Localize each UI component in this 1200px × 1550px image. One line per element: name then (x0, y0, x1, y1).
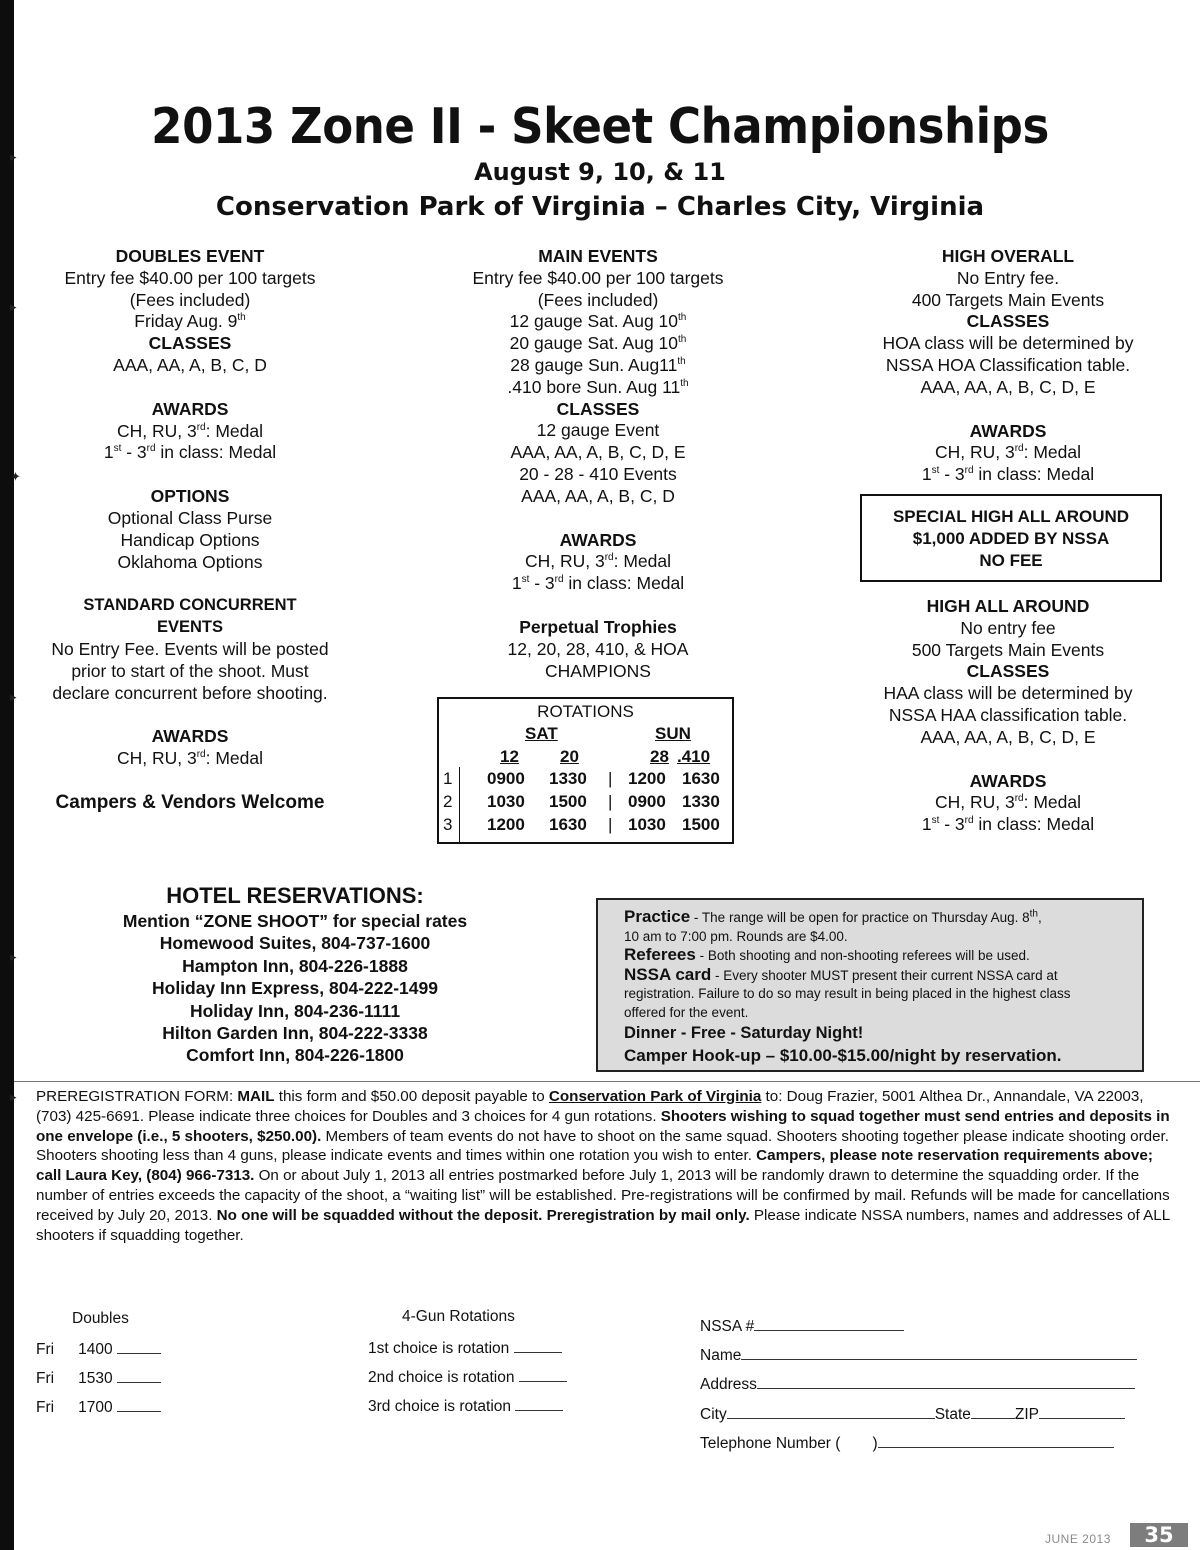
nssa-card-note-2: registration. Failure to do so may result in being placed in the highest class (624, 986, 1071, 1001)
concurrent-text: prior to start of the shoot. Must (71, 660, 309, 681)
doubles-award-1: CH, RU, 3rd: Medal (116, 420, 264, 441)
perpetual-heading: Perpetual Trophies (519, 616, 677, 637)
rotation-cell: 1030 (628, 815, 666, 834)
city-state-zip-field[interactable]: City State ZIP (700, 1404, 1125, 1424)
rotations-sun: SUN (655, 724, 691, 743)
haa-awards-heading: AWARDS (969, 770, 1047, 791)
nssa-card-note: NSSA card - Every shooter MUST present their current NSSA card at (624, 964, 1058, 984)
scan-mark: ▸ (10, 690, 17, 705)
concurrent-awards-heading: AWARDS (151, 726, 229, 747)
scan-mark: ▸ (10, 1090, 17, 1105)
rotation-cell: 1200 (628, 769, 666, 788)
high-all-around-column (856, 596, 1160, 836)
hotel-item: Comfort Inn, 804-226-1800 (186, 1045, 404, 1066)
main-events-fee: Entry fee $40.00 per 100 targets (472, 267, 724, 288)
telephone-blank[interactable] (878, 1433, 1114, 1448)
footer-issue-month: JUNE 2013 (1045, 1532, 1111, 1546)
doubles-choice-blank[interactable] (117, 1397, 161, 1412)
scan-mark: ✦ (10, 470, 21, 485)
option-item: Optional Class Purse (107, 507, 273, 528)
main-class-line: 20 - 28 - 410 Events (519, 463, 677, 484)
doubles-choice-blank[interactable] (117, 1339, 161, 1354)
rotation-choice-blank[interactable] (519, 1367, 567, 1382)
nssa-card-note-3: offered for the event. (624, 1004, 749, 1020)
event-dates: August 9, 10, & 11 (474, 158, 726, 186)
rotation-choice-blank[interactable] (514, 1338, 562, 1353)
rotation-cell: 0900 (628, 792, 666, 811)
rotation-number: 2 (443, 792, 453, 811)
high-overall-line: No Entry fee. (956, 267, 1060, 288)
rotations-col-410: .410 (677, 747, 711, 766)
rotations-col-28: 28 (650, 747, 669, 766)
doubles-column (40, 246, 340, 770)
perpetual-line: 12, 20, 28, 410, & HOA (507, 638, 689, 659)
scan-mark: ▸ (10, 300, 17, 315)
section-divider (14, 1081, 1200, 1082)
rotation-choice-blank[interactable] (515, 1396, 563, 1411)
main-events-column (448, 246, 748, 682)
special-line: $1,000 ADDED BY NSSA (912, 529, 1110, 548)
hotel-item: Hampton Inn, 804-226-1888 (182, 955, 408, 976)
rotation-number: 3 (443, 815, 453, 834)
concurrent-heading-2: EVENTS (156, 618, 224, 637)
main-award-2: 1st - 3rd in class: Medal (511, 573, 685, 594)
doubles-fee: Entry fee $40.00 per 100 targets (64, 267, 316, 288)
haa-classes-heading: CLASSES (966, 661, 1050, 682)
main-event-item: 20 gauge Sat. Aug 10th (509, 333, 687, 354)
rotation-choice-row[interactable]: 1st choice is rotation (368, 1338, 562, 1358)
rotation-separator: | (608, 769, 613, 788)
high-overall-column (856, 246, 1160, 486)
concurrent-heading: STANDARD CONCURRENT (83, 596, 297, 615)
main-events-heading: MAIN EVENTS (538, 246, 658, 266)
address-blank[interactable] (757, 1374, 1135, 1389)
rotation-separator: | (608, 815, 613, 834)
main-event-item: 28 gauge Sun. Aug11th (510, 354, 686, 375)
scan-edge-bar (0, 0, 14, 1550)
rotation-choice-row[interactable]: 3rd choice is rotation (368, 1396, 563, 1416)
scan-mark: ▸ (10, 150, 17, 165)
rotation-cell: 1630 (549, 815, 587, 834)
practice-note-2: 10 am to 7:00 pm. Rounds are $4.00. (624, 928, 848, 944)
zip-blank[interactable] (1039, 1404, 1125, 1419)
rotation-cell: 1200 (487, 815, 525, 834)
practice-note: Practice - The range will be open for practice on Thursday Aug. 8th, (624, 907, 1042, 926)
high-overall-heading: HIGH OVERALL (941, 246, 1075, 266)
haa-award-2: 1st - 3rd in class: Medal (921, 814, 1095, 835)
rotation-cell: 1030 (487, 792, 525, 811)
high-overall-line: 400 Targets Main Events (911, 289, 1105, 310)
nssa-number-blank[interactable] (754, 1316, 904, 1331)
doubles-form-heading: Doubles (72, 1310, 129, 1327)
rotations-sat: SAT (525, 724, 558, 743)
camper-note: Camper Hook-up – $10.00-$15.00/night by reservation. (624, 1046, 1062, 1065)
rotation-choice-row[interactable]: 2nd choice is rotation (368, 1367, 567, 1387)
high-overall-awards-heading: AWARDS (969, 420, 1047, 441)
main-awards-heading: AWARDS (559, 529, 637, 550)
city-blank[interactable] (727, 1404, 935, 1419)
hotel-item: Hilton Garden Inn, 804-222-3338 (162, 1023, 428, 1044)
name-field[interactable]: Name (700, 1345, 1137, 1365)
options-heading: OPTIONS (150, 486, 230, 507)
doubles-choice-row[interactable]: Fri 1400 (36, 1339, 161, 1359)
hotel-item: Holiday Inn Express, 804-222-1499 (152, 978, 438, 999)
doubles-date-sup: th (237, 312, 246, 324)
haa-class-line: NSSA HAA classification table. (888, 704, 1128, 725)
referees-note: Referees - Both shooting and non-shooting referees will be used. (624, 945, 1030, 964)
doubles-choice-row[interactable]: Fri 1700 (36, 1397, 161, 1417)
doubles-award-2: 1st - 3rd in class: Medal (103, 442, 277, 463)
preregistration-text: PREREGISTRATION FORM: MAIL this form and $50.00 deposit payable to Conservation Park of Virginia to: Doug Frazier, 5001 Althea Dr., Annandale, VA 22003, (703) 425-6691. Please indicate three choices for Doubles and 3 choices for 4 gun rotations. Shooters wishing to squad together must send entries and deposits in one envelope (i.e., 5 shooters, $250.00). Members of team events do not have to shoot on the same squad. Shooters shooting together please indicate shooting order. Shooters shooting less than 4 guns, please indicate events and times within one rotation you wish to enter. Campers, please note reservation requirements above; call Laura Key, (804) 966-7313. On or about July 1, 2013 all entries postmarked before July 1, 2013 will be randomly drawn to determine the squadding order. If the number of entries exceeds the capacity of the shoot, a “waiting list” will be established. Pre-registrations will be confirmed by mail. Refunds will be made for cancellations received by July 20, 2013. No one will be squadded without the deposit. Preregistration by mail only. Please indicate NSSA numbers, names and addresses of ALL shooters if squadding together. (36, 1088, 1170, 1244)
main-class-line: AAA, AA, A, B, C, D (521, 485, 675, 506)
footer-page-number: 35 (1130, 1523, 1188, 1547)
rotation-separator: | (608, 792, 613, 811)
main-event-item: 12 gauge Sat. Aug 10th (509, 311, 687, 332)
doubles-classes: AAA, AA, A, B, C, D (113, 354, 267, 375)
doubles-choice-row[interactable]: Fri 1530 (36, 1368, 161, 1388)
main-class-line: 12 gauge Event (536, 420, 660, 441)
main-events-fees-included: (Fees included) (537, 289, 659, 310)
name-blank[interactable] (741, 1345, 1137, 1360)
rotations-col-20: 20 (560, 747, 579, 766)
hotel-item: Holiday Inn, 804-236-1111 (189, 1000, 401, 1021)
high-overall-award-2: 1st - 3rd in class: Medal (921, 464, 1095, 485)
main-event-item: .410 bore Sun. Aug 11th (507, 376, 689, 397)
high-overall-award-1: CH, RU, 3rd: Medal (934, 442, 1082, 463)
main-classes-heading: CLASSES (556, 398, 640, 419)
rotations-col-12: 12 (500, 747, 519, 766)
campers-welcome: Campers & Vendors Welcome (55, 792, 325, 813)
rotations-form-heading: 4-Gun Rotations (402, 1308, 515, 1325)
doubles-awards-heading: AWARDS (151, 398, 229, 419)
doubles-date-text: Friday Aug. 9 (134, 311, 238, 332)
rotation-cell: 1630 (682, 769, 720, 788)
option-item: Handicap Options (120, 529, 260, 550)
main-class-line: AAA, AA, A, B, C, D, E (510, 442, 686, 463)
event-venue: Conservation Park of Virginia – Charles City, Virginia (215, 192, 985, 222)
special-line: SPECIAL HIGH ALL AROUND (892, 507, 1130, 526)
rotation-cell: 1500 (682, 815, 720, 834)
rotation-number: 1 (443, 769, 453, 788)
rotation-cell: 1330 (682, 792, 720, 811)
rotations-table (437, 697, 734, 844)
address-field[interactable]: Address (700, 1374, 1135, 1394)
main-award-1: CH, RU, 3rd: Medal (524, 551, 672, 572)
haa-class-line: AAA, AA, A, B, C, D, E (920, 726, 1096, 747)
high-overall-classes-heading: CLASSES (966, 311, 1050, 332)
hotel-mention: Mention “ZONE SHOOT” for special rates (122, 911, 468, 931)
state-blank[interactable] (971, 1404, 1015, 1419)
high-overall-class-line: NSSA HOA Classification table. (885, 354, 1131, 375)
page-title: 2013 Zone II - Skeet Championships (151, 98, 1049, 155)
special-high-all-around-box (860, 494, 1162, 582)
concurrent-award: CH, RU, 3rd: Medal (116, 748, 264, 769)
haa-class-line: HAA class will be determined by (883, 683, 1133, 704)
telephone-field[interactable]: Telephone Number ( ) (700, 1433, 1114, 1453)
hotel-item: Homewood Suites, 804-737-1600 (159, 933, 431, 954)
nssa-number-field[interactable]: NSSA # (700, 1316, 904, 1336)
haa-line: No entry fee (960, 617, 1056, 638)
hotel-heading: HOTEL RESERVATIONS: (166, 883, 424, 908)
haa-award-1: CH, RU, 3rd: Medal (934, 792, 1082, 813)
rotations-title: ROTATIONS (537, 702, 634, 721)
perpetual-line: CHAMPIONS (545, 660, 651, 681)
doubles-heading: DOUBLES EVENT (115, 246, 265, 266)
concurrent-text: declare concurrent before shooting. (52, 682, 328, 703)
high-overall-class-line: HOA class will be determined by (882, 333, 1134, 354)
hotel-reservations (90, 882, 500, 1067)
haa-heading: HIGH ALL AROUND (926, 596, 1090, 616)
doubles-fees-included: (Fees included) (129, 289, 251, 310)
doubles-classes-heading: CLASSES (148, 333, 232, 354)
doubles-choice-blank[interactable] (117, 1368, 161, 1383)
practice-notes-box (596, 898, 1144, 1072)
rotation-cell: 0900 (487, 769, 525, 788)
concurrent-text: No Entry Fee. Events will be posted (51, 638, 329, 659)
rotation-cell: 1500 (549, 792, 587, 811)
high-overall-class-line: AAA, AA, A, B, C, D, E (920, 376, 1096, 397)
haa-line: 500 Targets Main Events (911, 639, 1105, 660)
option-item: Oklahoma Options (117, 551, 263, 572)
special-line: NO FEE (979, 551, 1043, 570)
doubles-date (40, 311, 340, 333)
dinner-note: Dinner - Free - Saturday Night! (624, 1024, 864, 1042)
scan-mark: ▸ (10, 950, 17, 965)
rotation-cell: 1330 (549, 769, 587, 788)
